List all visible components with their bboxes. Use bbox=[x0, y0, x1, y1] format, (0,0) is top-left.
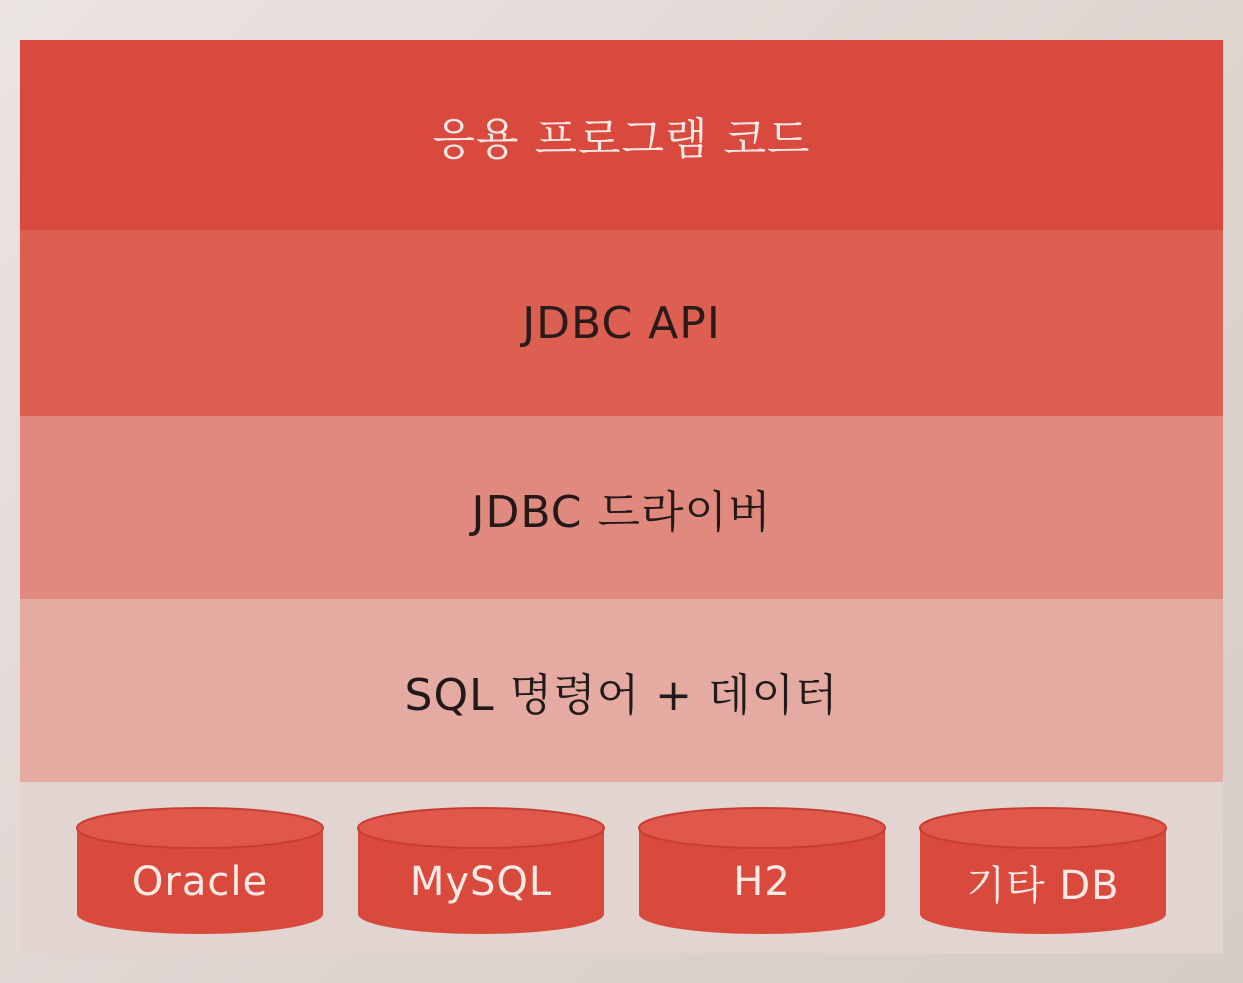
jdbc-driver-layer bbox=[20, 416, 1223, 599]
database-label: 기타 DB bbox=[966, 862, 1120, 909]
database-other bbox=[918, 806, 1168, 934]
database-mysql bbox=[356, 806, 606, 934]
application-code-label: 응용 프로그램 코드 bbox=[432, 114, 811, 165]
jdbc-api-layer bbox=[20, 230, 1223, 416]
sql-data-layer bbox=[20, 599, 1223, 782]
database-label: Oracle bbox=[131, 859, 269, 905]
jdbc-driver-label: JDBC 드라이버 bbox=[471, 486, 772, 538]
database-label: H2 bbox=[733, 859, 791, 905]
database-h2 bbox=[637, 806, 887, 934]
database-oracle bbox=[75, 806, 325, 934]
jdbc-architecture-diagram bbox=[20, 40, 1223, 953]
database-layer bbox=[20, 782, 1223, 953]
sql-data-label: SQL 명령어 + 데이터 bbox=[404, 669, 839, 721]
database-label: MySQL bbox=[409, 859, 553, 905]
application-code-layer bbox=[20, 40, 1223, 230]
jdbc-api-label: JDBC API bbox=[522, 297, 721, 349]
